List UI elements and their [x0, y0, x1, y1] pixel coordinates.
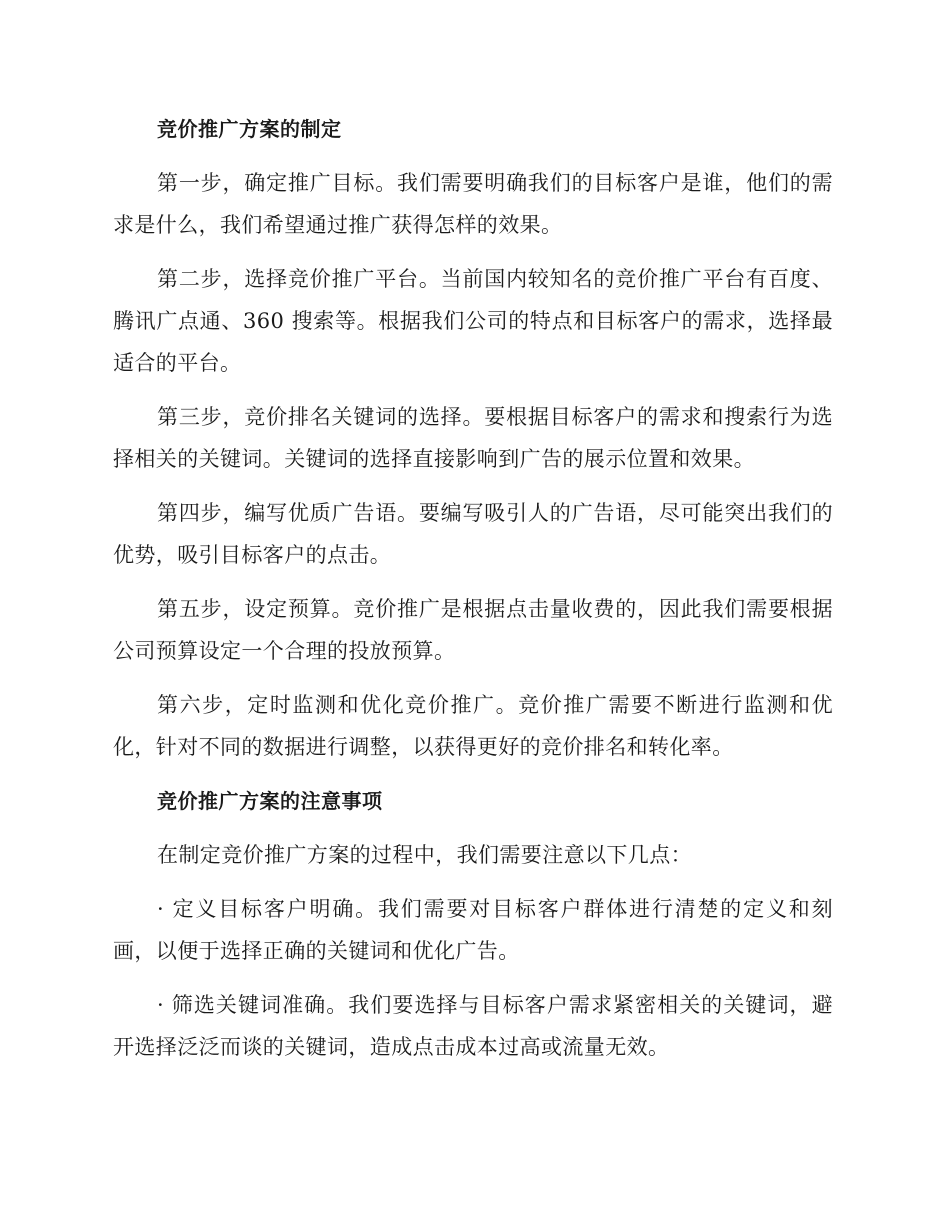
section-heading-formulation: 竞价推广方案的制定 [157, 117, 342, 141]
paragraph-step-5: 第五步，设定预算。竞价推广是根据点击量收费的，因此我们需要根据公司预算设定一个合理的投放预算。 [113, 597, 833, 663]
paragraph-step-2: 第二步，选择竞价推广平台。当前国内较知名的竞价推广平台有百度、腾讯广点通、360 搜索等。根据我们公司的特点和目标客户的需求，选择最适合的平台。 [113, 267, 833, 375]
document-page [113, 108, 833, 1080]
paragraph-step-4: 第四步，编写优质广告语。要编写吸引人的广告语，尽可能突出我们的优势，吸引目标客户的点击。 [113, 501, 833, 567]
section-heading-notes: 竞价推广方案的注意事项 [157, 789, 383, 813]
paragraph-step-6: 第六步，定时监测和优化竞价推广。竞价推广需要不断进行监测和优化，针对不同的数据进行调整，以获得更好的竞价排名和转化率。 [113, 693, 833, 759]
paragraph-step-3: 第三步，竞价排名关键词的选择。要根据目标客户的需求和搜索行为选择相关的关键词。关键词的选择直接影响到广告的展示位置和效果。 [113, 405, 833, 471]
bullet-define-target-customers: · 定义目标客户明确。我们需要对目标客户群体进行清楚的定义和刻画，以便于选择正确的关键词和优化广告。 [113, 897, 833, 963]
paragraph-notes-intro: 在制定竞价推广方案的过程中，我们需要注意以下几点： [157, 843, 692, 867]
bullet-filter-keywords: · 筛选关键词准确。我们要选择与目标客户需求紧密相关的关键词，避开选择泛泛而谈的关键词，造成点击成本过高或流量无效。 [113, 993, 833, 1059]
paragraph-step-1: 第一步，确定推广目标。我们需要明确我们的目标客户是谁，他们的需求是什么，我们希望通过推广获得怎样的效果。 [113, 171, 833, 237]
